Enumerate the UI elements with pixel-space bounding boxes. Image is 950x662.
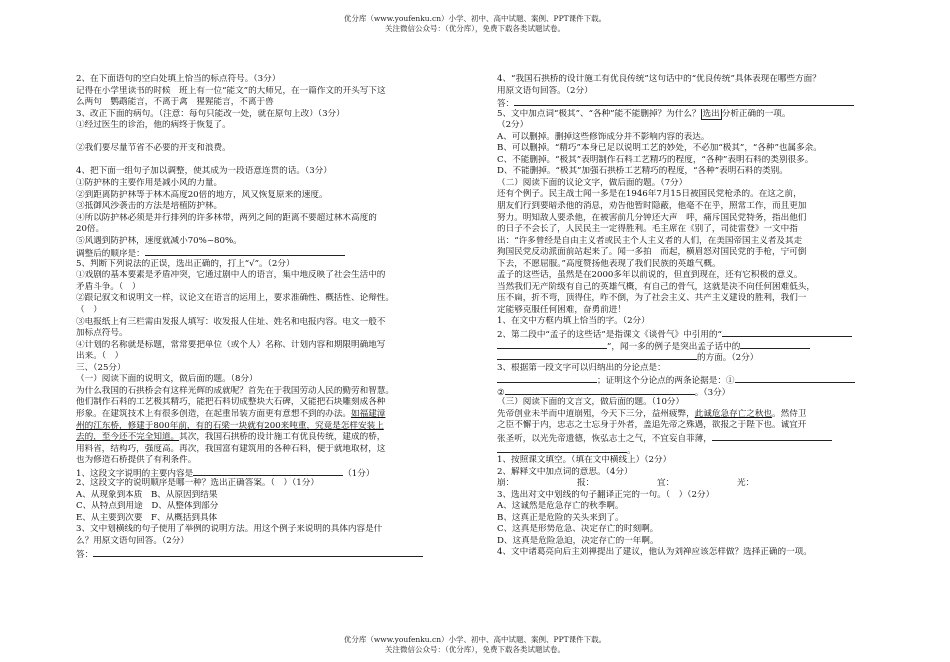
essay-line-6: 狗国民党反动派面前站起来了。闻一多拍 而起，横眉怒对国民党的手枪，宁可倒 (497, 247, 807, 258)
left-column (76, 74, 459, 559)
reading-q1-blank[interactable] (193, 467, 343, 476)
right-column (497, 74, 892, 559)
essay-q2-cont: ”，闻一多的例子是突出孟子话中的 (497, 340, 892, 352)
underlined-example-cont: 州的江东桥，修建于800年前，有的石梁一块就有200来吨重，究竟是怎样安装上 (76, 420, 384, 431)
essay-q3: 3、根据第一段文字可以归纳出的分论点是： (497, 362, 666, 373)
passage-line-5: 去的，至今还不完全知道。其次，我国石拱桥的设计施工有优良传统，建成的桥， (76, 432, 386, 443)
essay-q3-blank-3[interactable] (505, 386, 695, 395)
essay-q2-blank-3[interactable] (740, 340, 810, 349)
essay-q3-blank-2[interactable] (735, 374, 855, 383)
reading-q5-points: （2分） (497, 120, 529, 131)
q4-order-label: 调整后的顺序是： (76, 249, 145, 259)
essay-line-3: 努力。明知敌人要杀他，在被害前几分钟还大声 呼，痛斥国民党特务，指出他们 (497, 212, 807, 223)
essay-line-1: 还有个例子。民主战士闻一多是在1946年7月15日被国民党枪杀的。在这之前， (497, 189, 802, 200)
reading-q4-answer-blank[interactable] (514, 97, 854, 106)
reading-q4-cont: 用原文语句回答。（2分） (497, 85, 593, 96)
q5-item-3-cont: 加标点符号。 (76, 328, 128, 339)
header-line-1: 优分库（www.youfenku.cn）小学、初中、高中试题、案例、PPT课件下载。 (343, 14, 607, 23)
essay-q3-blank-1[interactable] (497, 374, 597, 383)
reading-q2-option-ef: E、从主要到次要 F、从概括到具体 (76, 512, 218, 523)
classical-line-4: 。 (497, 444, 892, 456)
footer-line-1: 优分库（www.youfenku.cn）小学、初中、高中试题、案例、PPT课件下载。 (343, 635, 607, 644)
reading-q1: 1、这段文字说明的主要内容是 （1分） (76, 468, 375, 479)
q4-item-2: ②到距离防护林等于林木高度20倍的地方，风又恢复原来的速度。 (76, 189, 328, 200)
essay-q2-blank-1[interactable] (722, 328, 852, 337)
reading-q5-option-a: A、可以删掉。删掉这些修饰成分并不影响内容的表达。 (497, 131, 710, 142)
boxed-word: 选出 (702, 108, 720, 119)
essay-q1: 1、在文中方框内填上恰当的字。（2分） (497, 316, 650, 327)
section-three-title: 三、（25分） (76, 362, 126, 373)
reading-q4-answer: 答： (497, 97, 892, 109)
passage-line-2: 他们制作石料的工艺极其精巧，能把石料切成整块大石碑，又能把石块雕刻成各种 (76, 397, 386, 408)
reading-q3-cont: 么？用原文语句回答。（2分） (76, 535, 189, 546)
passage-line-6: 用料省，结构巧，强度高。再次，我国富有建筑用的各种石料，便于就地取材，这 (76, 443, 386, 454)
essay-line-11: 定能够克服任何困难，奋勇前进！ (497, 304, 626, 315)
q3-title: 3、改正下面的病句。（注意：每句只能改一处，就在原句上改）（3分） (76, 108, 345, 119)
classical-q3: 3、选出对文中划线的句子翻译正完的一句。（ ）（2分） (497, 489, 715, 500)
essay-line-5: 出：“许多曾经是自由主义者或民主个人主义者的人们，在美国帝国主义者及其走 (497, 235, 803, 246)
q4-title: 4、把下面一组句子加以调整，使其成为一段语意连贯的话。（3分） (76, 166, 332, 177)
reading-q5-option-c: C、不能删掉。“极其”表明制作石料工艺精巧的程度，“各种”表明石料的类别很多。 (497, 154, 814, 165)
reading-q3-answer: 答： (76, 548, 459, 560)
q3-sentence-1: ①经过医生的诊治，他的病终于恢复了。 (76, 120, 231, 131)
passage-line-3: 形象。在建筑技术上有很多创造，在起重吊装方面更有意想不到的办法。如福建漳 (76, 408, 386, 419)
q5-title: 5、判断下列说法的正误，选出正确的，打上“√”。（2分） (76, 258, 295, 269)
q5-item-2: ②跟记叙文和说明文一样，议论文在语言的运用上，要求准确性、概括性、论辩性。 (76, 293, 394, 304)
essay-line-9: 当然我们无产阶级有自己的英雄气概，有自己的骨气，这就是决不向任何困难低头， (497, 281, 815, 292)
q2-text-1: 记得在小学里读书的时候 班上有一位“能文”的大师兄，在一篇作文的开头写下这 (76, 85, 386, 96)
q5-item-1-cont: 矛盾斗争。（ ） (76, 281, 141, 292)
reading-q3-answer-blank[interactable] (93, 548, 423, 557)
page-header (0, 14, 950, 34)
underlined-example-end: 去的，至今还不完全知道。 (76, 432, 180, 443)
underlined-example: 如福建漳 (351, 408, 386, 419)
essay-line-2: 朋友们行到要暗杀他的消息，劝告他暂时隐蔽，他毫不在乎，照常工作，而且更加 (497, 201, 807, 212)
q2-text-2: 么两句 鹦鹉能言，不离于禽 猩猩能言，不离于兽 (76, 97, 274, 108)
reading-q3: 3、文中划横线的句子使用了举例的说明方法。用这个例子来说明的具体内容是什 (76, 524, 383, 535)
essay-q3-end: ② 。（3分） (497, 387, 731, 398)
classical-q1: 1、按照课文填空。（填在文中横线上）（2分） (497, 455, 672, 466)
passage-line-7: 也为修造石桥提供了有利条件。 (76, 455, 197, 466)
q4-item-5: ⑤风遇到防护林，速度就减小70%~80%。 (76, 235, 242, 246)
essay-q2-blank-2[interactable] (497, 340, 607, 349)
classical-line-1: 先帝创业未半而中道崩殂，今天下三分，益州疲弊，此诚危急存亡之秋也。然侍卫 (497, 408, 807, 419)
classical-blank-2[interactable] (497, 444, 627, 453)
q4-order-answer (76, 247, 459, 259)
classical-q3-option-a: A、这诚然是危急存亡的秋季啊。 (497, 501, 624, 512)
reading-two-title: （二）阅读下面的议论文字，做后面的题。（7分） (497, 177, 688, 188)
essay-q2-blank-4[interactable] (497, 351, 697, 360)
q5-item-3: ③电报纸上有三栏需由发报人填写：收发报人住址、姓名和电报内容。电文一般不 (76, 316, 386, 327)
classical-q3-option-d: D、这真是危险急迫，决定存亡的一年啊。 (497, 535, 659, 546)
classical-q2-words: 崩： 报： 宜： 光： (497, 478, 755, 489)
essay-q3-cont: ；证明这个分论点的两条论据是：① (497, 374, 892, 386)
reading-q5-option-d: D、不能删掉。“极其”加强石拱桥工艺精巧的程度，“各种”表明石料的类别。 (497, 166, 788, 177)
classical-q2: 2、解释文中加点词的意思。（4分） (497, 466, 633, 477)
q5-item-1: ①戏剧的基本要素是矛盾冲突，它通过剧中人的语言，集中地反映了社会生活中的 (76, 270, 386, 281)
q3-sentence-2: ②我们要尽量节省不必要的开支和浪费。 (76, 143, 231, 154)
q5-item-2-cont: （ ） (76, 305, 102, 316)
q4-item-4-cont: 20倍。 (76, 224, 105, 235)
classical-q3-option-c: C、这真是形势危急、决定存亡的时刻啊。 (497, 524, 659, 535)
essay-line-4: 的日子不会长了，人民民主一定得胜利。毛主席在《别了，司徒雷登》一文中指 (497, 224, 798, 235)
q5-item-4-cont: 出来。（ ） (76, 351, 124, 362)
q4-answer-blank[interactable] (145, 247, 345, 256)
page-footer (0, 635, 950, 655)
reading-three-title: （三）阅读下面的文言文，做后面的题。（10分） (497, 397, 685, 408)
header-line-2: 关注微信公众号：（优分库），免费下载各类试题试卷。 (385, 24, 565, 33)
q4-item-1: ①防护林的主要作用是减小风的力量。 (76, 178, 223, 189)
passage-line-1: 为什么我国的石拱桥会有这样光辉的成就呢？首先在于我国劳动人民的勤劳和智慧。 (76, 385, 394, 396)
reading-q2-option-ab: A、从现象到本质 B、从原因到结果 (76, 489, 218, 500)
underlined-classical-sentence: 此诚危急存亡之秋也 (694, 408, 773, 419)
classical-blank-1[interactable] (712, 432, 832, 441)
reading-q5-option-b: B、可以删掉。“精巧”本身已足以说明工艺的妙处，不必加“极其”，“各种”也属多余。 (497, 143, 822, 154)
reading-one-title: （一）阅读下面的说明文，做后面的题。（8分） (76, 374, 258, 385)
q4-item-4: ④所以防护林必须是并行排列的许多林带，两列之间的距离不要超过林木高度的 (76, 212, 377, 223)
classical-line-3: 张圣听，以光先帝遗德，恢弘志士之气，不宜妄自菲薄， (497, 432, 892, 444)
q2-title: 2、在下面语句的空白处填上恰当的标点符号。（3分） (76, 74, 281, 84)
essay-q2-end: 的方面。（2分） (497, 351, 892, 363)
essay-line-7: 下去，不愿屈服。”高度赞扬他表现了我们民族的英雄气概。 (497, 258, 721, 269)
reading-q2: 2、这段文字的说明顺序是哪一种？选出正确答案。（ ）（1分） (76, 478, 319, 489)
reading-q4: 4、“我国石拱桥的设计施工有优良传统”这句话中的“优良传统”具体表现在哪些方面？ (497, 74, 821, 84)
reading-q5: 5、文中加点词“极其”、“各种”能不能删掉？为什么？ 选出 分析正确的一项。 (497, 108, 791, 119)
classical-q3-option-b: B、这真正是危险的关头来到了。 (497, 512, 624, 523)
essay-line-10: 压不扁，折不弯，顶得住，咋不倒，为了社会主义、共产主义建设的胜利，我们一 (497, 293, 807, 304)
passage-line-4 (76, 421, 459, 433)
q5-item-4: ④计划的名称就是标题，常常要把单位（或个人）名称、计划内容和期限明确地写 (76, 339, 386, 350)
footer-line-2: 关注微信公众号：（优分库），免费下载各类试题试卷。 (385, 645, 565, 654)
classical-line-2: 之臣不懈于内，忠志之士忘身于外者，盖追先帝之殊遇，欲报之于陛下也。诚宜开 (497, 420, 807, 431)
essay-line-8: 孟子的这些话，虽然是在2000多年以前说的，但直到现在，还有它积极的意义。 (497, 270, 803, 281)
classical-q4: 4、文中诸葛亮向后主刘禅提出了建议，他认为刘禅应该怎样做？选择正确的一项。 (497, 547, 812, 558)
essay-q2: 2、第二段中“孟子的这些话”是指课文《谈骨气》中引用的“ (497, 328, 892, 340)
q4-item-3: ③抵御风沙袭击的方法是培植防护林。 (76, 201, 223, 212)
reading-q2-option-cd: C、从特点到用途 D、从整体到部分 (76, 501, 219, 512)
